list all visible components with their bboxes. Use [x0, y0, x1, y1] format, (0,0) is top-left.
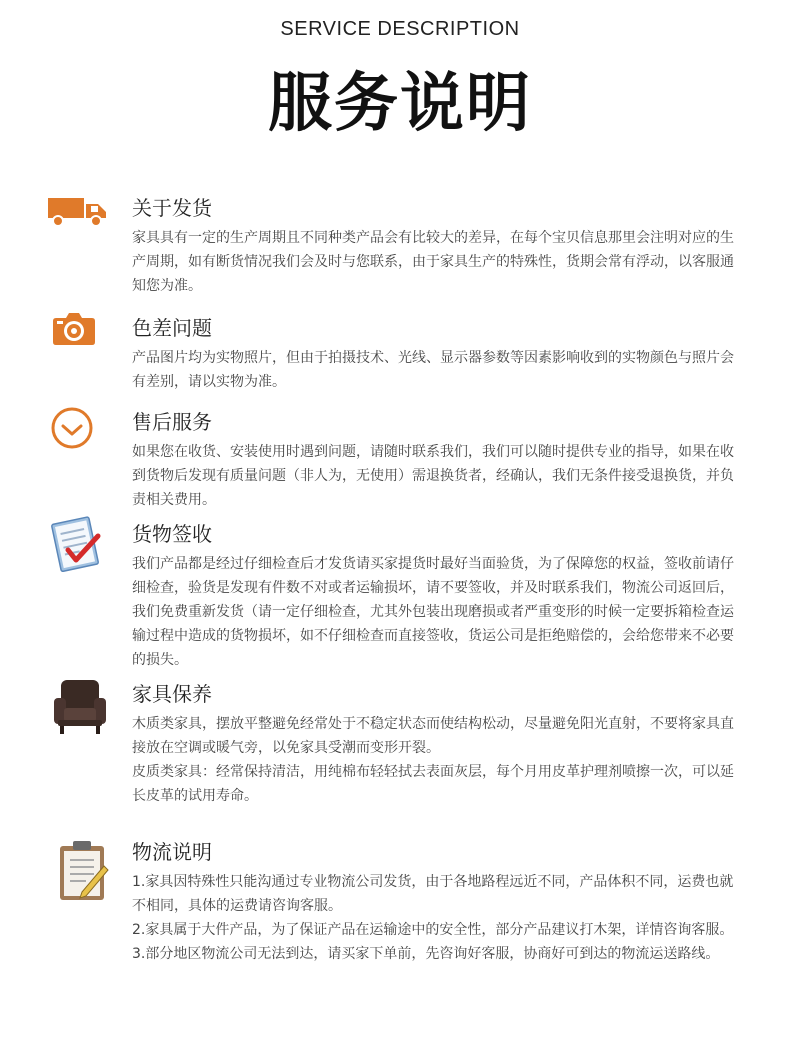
header-title-en: SERVICE DESCRIPTION — [280, 18, 520, 40]
section-paragraph: 我们产品都是经过仔细检查后才发货请买家提货时最好当面验货，为了保障您的权益，签收前请仔细检查，验货是发现有件数不对或者运输损坏，请不要签收，并及时联系我们，物流公司返回后，我们免费重新发货（请一定仔细检查，尤其外包装出现磨损或者严重变形的时候一定要拆箱检查运输过程中造成的货物损坏，如不仔细检查而直接签收，货运公司是拒绝赔偿的，会给您带来不必要的损失。 — [132, 556, 734, 668]
checklist-icon — [48, 514, 104, 578]
armchair-icon — [52, 678, 108, 740]
section-body — [132, 870, 742, 966]
section-paragraph: 如果您在收货、安装使用时遇到问题，请随时联系我们，我们可以随时提供专业的指导，如果在收到货物后发现有质量问题（非人为，无使用）需退换货者，经确认，我们无条件接受退换货，并负责相关费用。 — [132, 444, 734, 508]
section-title: 物流说明 — [132, 840, 212, 864]
section-paragraph: 3.部分地区物流公司无法到达，请买家下单前，先咨询好客服，协商好可到达的物流运送路线。 — [132, 946, 720, 962]
section-paragraph: 皮质类家具：经常保持清洁，用纯棉布轻轻拭去表面灰层，每个月用皮革护理剂喷擦一次，可以延长皮革的试用寿命。 — [132, 764, 734, 804]
section-body — [132, 226, 742, 298]
clipboard-icon — [58, 840, 110, 906]
section-paragraph: 家具具有一定的生产周期且不同种类产品会有比较大的差异，在每个宝贝信息那里会注明对应的生产周期，如有断货情况我们会及时与您联系，由于家具生产的特殊性，货期会常有浮动，以客服通知您为准。 — [132, 230, 734, 294]
header-title-cn: 服务说明 — [268, 67, 532, 141]
section-body — [132, 346, 742, 394]
truck-icon — [48, 196, 108, 232]
clock-icon — [50, 406, 94, 454]
section-body — [132, 712, 742, 808]
section-paragraph: 产品图片均为实物照片，但由于拍摄技术、光线、显示器参数等因素影响收到的实物颜色与照片会有差别，请以实物为准。 — [132, 350, 734, 390]
section-title: 货物签收 — [132, 522, 212, 546]
section-title: 关于发货 — [132, 196, 212, 220]
section-title: 家具保养 — [132, 682, 212, 706]
section-paragraph: 1.家具因特殊性只能沟通过专业物流公司发货，由于各地路程远近不同，产品体积不同，运费也就不相同，具体的运费请咨询客服。 — [132, 874, 734, 914]
section-paragraph: 木质类家具，摆放平整避免经常处于不稳定状态而使结构松动，尽量避免阳光直射，不要将家具直接放在空调或暖气旁，以免家具受潮而变形开裂。 — [132, 716, 734, 756]
section-paragraph: 2.家具属于大件产品，为了保证产品在运输途中的安全性，部分产品建议打木架，详情咨询客服。 — [132, 922, 734, 938]
section-body — [132, 440, 742, 512]
camera-icon — [52, 312, 96, 350]
section-body — [132, 552, 742, 672]
section-title: 售后服务 — [132, 410, 212, 434]
section-title: 色差问题 — [132, 316, 212, 340]
